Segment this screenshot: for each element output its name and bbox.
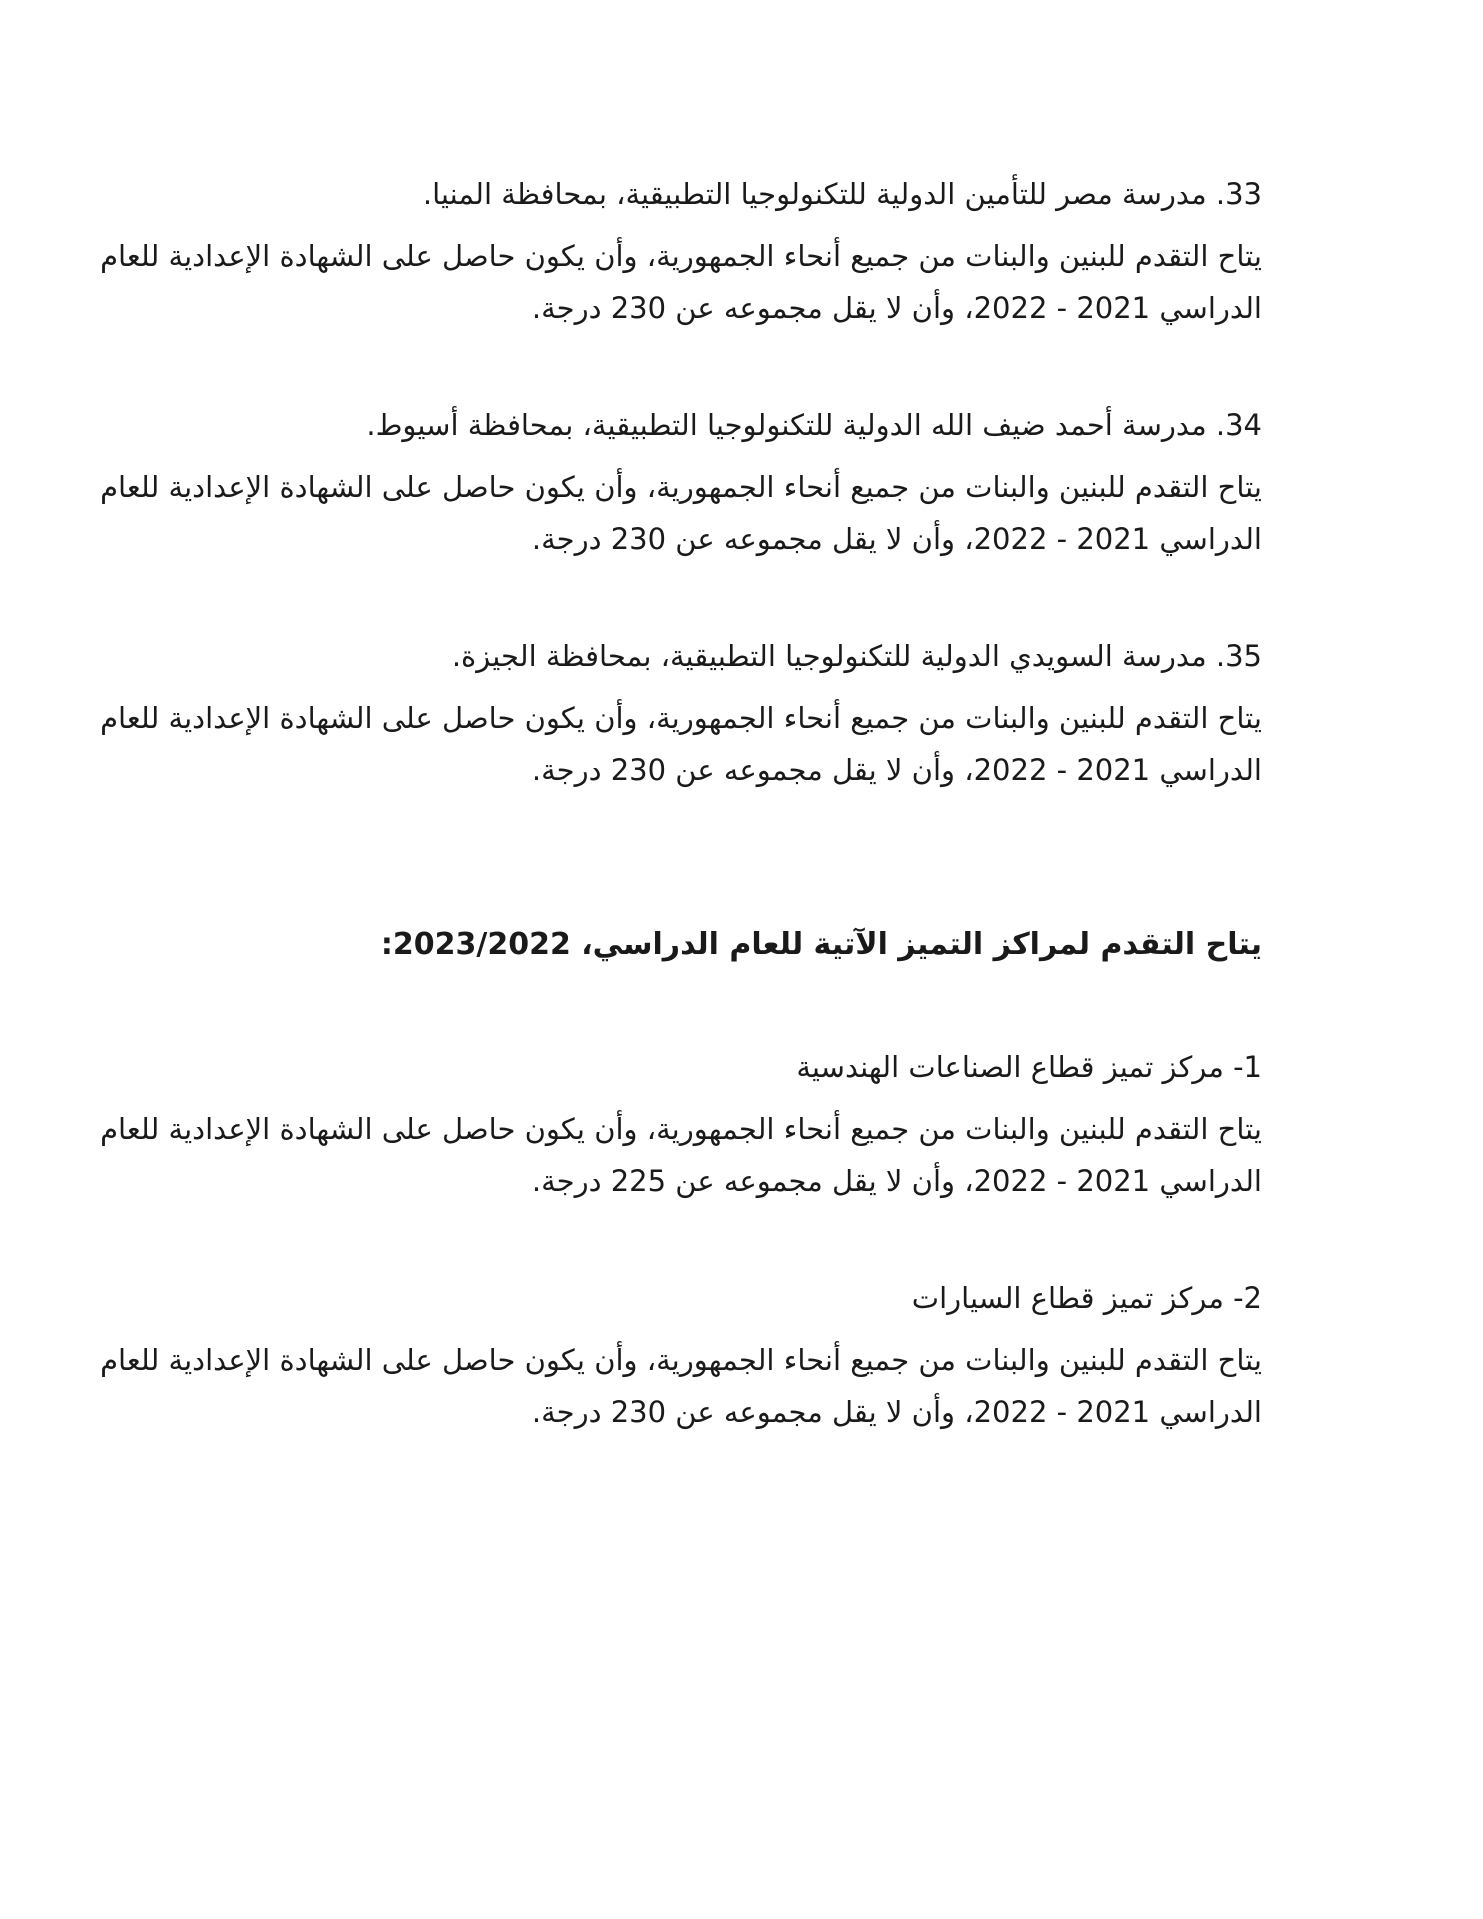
description-line: الدراسي 2021 - 2022، وأن لا يقل مجموعه عن 230 درجة. — [531, 753, 1262, 787]
center-heading: 2- مركز تميز قطاع السيارات — [911, 1281, 1262, 1315]
centers-section-title: يتاح التقدم لمراكز التميز الآتية للعام الدراسي، 2023/2022: — [380, 927, 1262, 962]
description-line: الدراسي 2021 - 2022، وأن لا يقل مجموعه عن 230 درجة. — [531, 291, 1262, 325]
description-line: الدراسي 2021 - 2022، وأن لا يقل مجموعه عن 225 درجة. — [531, 1164, 1262, 1198]
school-heading: 35. مدرسة السويدي الدولية للتكنولوجيا التطبيقية، بمحافظة الجيزة. — [451, 639, 1262, 673]
school-description — [100, 230, 1262, 334]
description-line: يتاح التقدم للبنين والبنات من جميع أنحاء الجمهورية، وأن يكون حاصل على الشهادة الإعدادية للعام — [100, 701, 1262, 735]
description-line: يتاح التقدم للبنين والبنات من جميع أنحاء الجمهورية، وأن يكون حاصل على الشهادة الإعدادية للعام — [100, 239, 1262, 273]
description-line: الدراسي 2021 - 2022، وأن لا يقل مجموعه عن 230 درجة. — [531, 522, 1262, 556]
description-line: يتاح التقدم للبنين والبنات من جميع أنحاء الجمهورية، وأن يكون حاصل على الشهادة الإعدادية للعام — [100, 1112, 1262, 1146]
center-description — [100, 1103, 1262, 1207]
school-description — [100, 461, 1262, 565]
description-line: يتاح التقدم للبنين والبنات من جميع أنحاء الجمهورية، وأن يكون حاصل على الشهادة الإعدادية للعام — [100, 1343, 1262, 1377]
center-description — [100, 1334, 1262, 1438]
school-heading: 34. مدرسة أحمد ضيف الله الدولية للتكنولوجيا التطبيقية، بمحافظة أسيوط. — [366, 408, 1262, 442]
school-description — [100, 692, 1262, 796]
description-line: يتاح التقدم للبنين والبنات من جميع أنحاء الجمهورية، وأن يكون حاصل على الشهادة الإعدادية للعام — [100, 470, 1262, 504]
school-heading: 33. مدرسة مصر للتأمين الدولية للتكنولوجيا التطبيقية، بمحافظة المنيا. — [422, 177, 1262, 211]
center-heading: 1- مركز تميز قطاع الصناعات الهندسية — [796, 1050, 1262, 1084]
description-line: الدراسي 2021 - 2022، وأن لا يقل مجموعه عن 230 درجة. — [531, 1395, 1262, 1429]
